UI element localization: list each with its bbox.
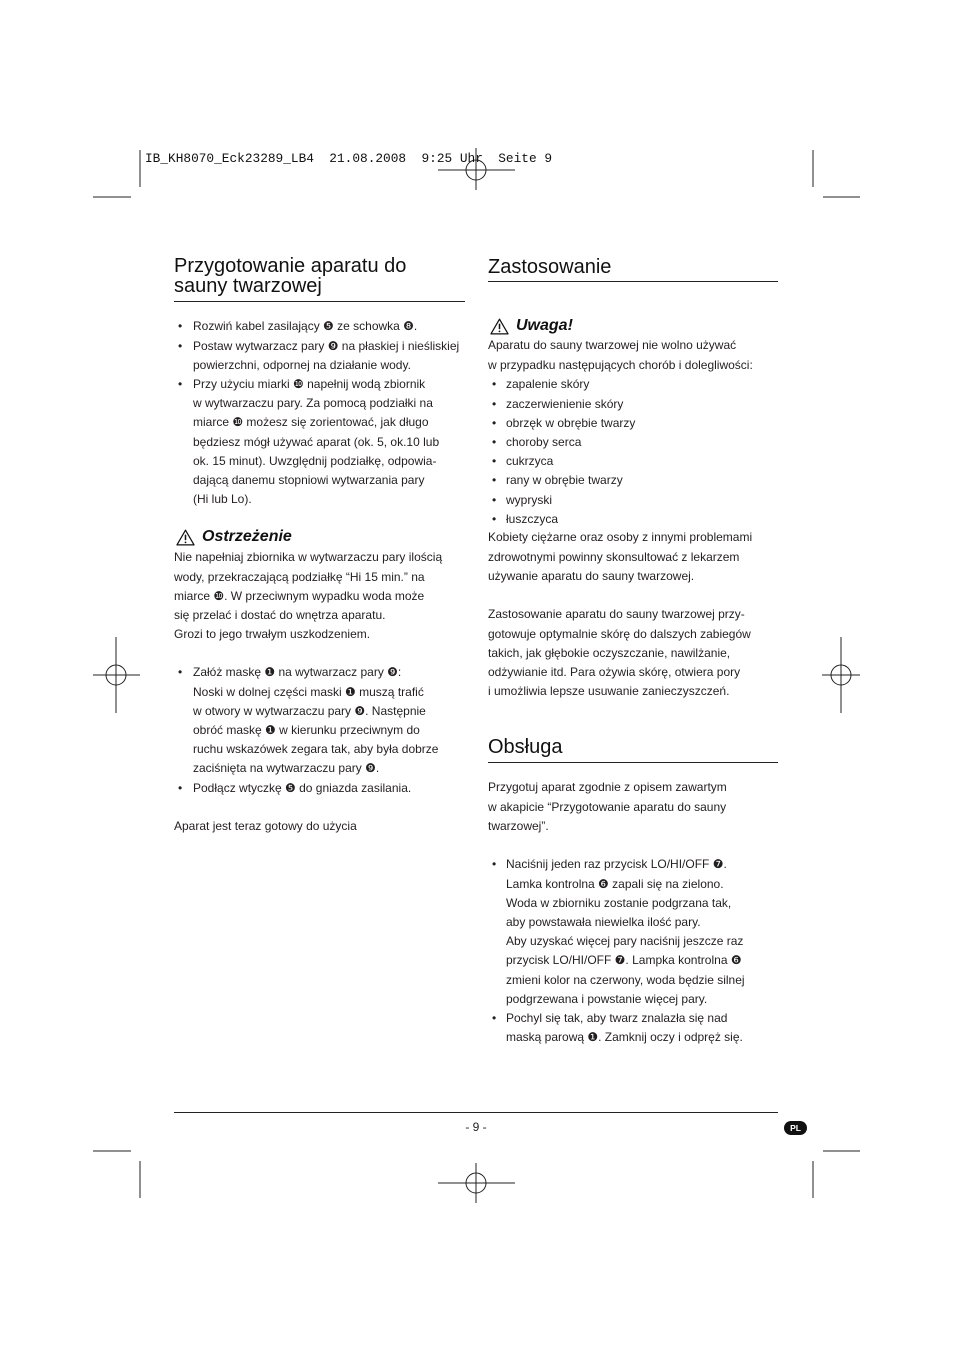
bullet-icon: • (178, 780, 183, 795)
page-number: - 9 - (465, 1120, 487, 1134)
list-item-line: w wytwarzaczu pary. Za pomocą podziałki na (193, 396, 433, 411)
bullet-icon: • (492, 454, 497, 469)
list-item (488, 395, 635, 414)
list-item (174, 663, 438, 778)
list-item-line: (Hi lub Lo). (193, 492, 252, 507)
bullet-icon: • (178, 665, 183, 680)
list-item (488, 414, 635, 433)
bullet-icon: • (492, 857, 497, 872)
bullet-icon: • (492, 511, 497, 526)
list-item (488, 471, 635, 490)
list-item-line: choroby serca (506, 434, 582, 449)
conditions-list (488, 375, 635, 529)
text-line: się przelać i dostać do wnętrza aparatu. (174, 607, 386, 622)
crop-mark-top-left (93, 150, 140, 197)
text-line: Aparatu do sauny twarzowej nie wolno używać (488, 338, 737, 353)
registration-mark-right (822, 637, 860, 713)
crop-mark-bottom-right (813, 1151, 860, 1198)
list-item-line: łuszczyca (506, 511, 559, 526)
list-item-line: Rozwiń kabel zasilający ❺ ze schowka ❽. (193, 319, 418, 334)
operation-steps-list (488, 855, 745, 1047)
bullet-icon: • (492, 396, 497, 411)
section-heading-operation: Obsługa (488, 736, 563, 758)
list-item (174, 317, 459, 336)
list-item-line: ok. 15 minut). Uwzględnij podziałkę, odpowia- (193, 453, 437, 468)
list-item-line: Pochyl się tak, aby twarz znalazła się nad (506, 1010, 728, 1025)
list-item-line: Noski w dolnej części maski ❶ muszą trafić (193, 684, 424, 699)
warning-triangle-icon (490, 318, 509, 335)
warning-heading (176, 527, 292, 547)
caution-heading (490, 316, 573, 336)
list-item-line: w otwory w wytwarzaczu pary ❾. Następnie (193, 703, 426, 718)
text-line: takich, jak głębokie oczyszczanie, nawilżanie, (488, 645, 731, 660)
bullet-icon: • (178, 319, 183, 334)
list-item-line: zaczerwienienie skóry (506, 396, 624, 411)
list-item-line: zaciśnięta na wytwarzaczu pary ❾. (193, 761, 380, 776)
text-line: odżywianie itd. Para ożywia skórę, otwiera pory (488, 664, 741, 679)
list-item-line: Przy użyciu miarki ❿ napełnij wodą zbiornik (193, 376, 426, 391)
registration-mark-left (93, 637, 140, 713)
list-item-line: obróć maskę ❶ w kierunku przeciwnym do (193, 722, 420, 737)
list-item (174, 337, 459, 375)
list-item-line: przycisk LO/HI/OFF ❼. Lampka kontrolna ❻ (506, 953, 742, 968)
list-item-line: Podłącz wtyczkę ❺ do gniazda zasilania. (193, 780, 412, 795)
list-item-line: maską parową ❶. Zamknij oczy i odpręż się. (506, 1030, 743, 1045)
warning-triangle-icon (176, 529, 195, 546)
list-item-line: Aby uzyskać więcej pary naciśnij jeszcze raz (506, 934, 744, 949)
list-item-line: zapalenie skóry (506, 377, 590, 392)
bullet-icon: • (492, 434, 497, 449)
bullet-icon: • (492, 377, 497, 392)
bullet-icon: • (492, 473, 497, 488)
list-item-line: wypryski (506, 492, 553, 507)
list-item (488, 433, 635, 452)
list-item (488, 855, 745, 1009)
text-line: twarzowej”. (488, 818, 549, 833)
list-item-line: powierzchni, odpornej na działanie wody. (193, 357, 411, 372)
pregnancy-note (488, 528, 752, 586)
list-item (174, 375, 459, 509)
heading-line: sauny twarzowej (174, 274, 322, 297)
list-item (174, 779, 438, 798)
text-line: i umożliwia lepsze usuwanie zanieczyszczeń. (488, 684, 730, 699)
operation-intro (488, 778, 727, 836)
list-item (488, 491, 635, 510)
list-item-line: aby powstawała niewielka ilość pary. (506, 914, 701, 929)
text-line: używanie aparatu do sauny twarzowej. (488, 568, 695, 583)
bullet-icon: • (492, 415, 497, 430)
list-item-line: obrzęk w obrębie twarzy (506, 415, 636, 430)
bullet-icon: • (492, 1010, 497, 1025)
list-item-line: miarce ❿ możesz się zorientować, jak długo (193, 415, 429, 430)
ready-note: Aparat jest teraz gotowy do użycia (174, 819, 357, 834)
crop-mark-bottom-left (93, 1151, 140, 1198)
list-item-line: rany w obrębie twarzy (506, 473, 623, 488)
list-item-line: Woda w zbiorniku zostanie podgrzana tak, (506, 895, 732, 910)
text-line: Grozi to jego trwałym uszkodzeniem. (174, 627, 371, 642)
heading-rule (174, 301, 465, 302)
list-item-line: podgrzewana i powstanie więcej pary. (506, 991, 708, 1006)
heading-rule (488, 281, 778, 282)
list-item (488, 375, 635, 394)
list-item-line: Postaw wytwarzacz pary ❾ na płaskiej i nieśliskiej (193, 338, 460, 353)
section-heading-usage: Zastosowanie (488, 255, 612, 278)
caution-title: Uwaga! (516, 317, 573, 334)
text-line: miarce ❿. W przeciwnym wypadku woda może (174, 588, 425, 603)
list-item (488, 452, 635, 471)
bullet-icon: • (492, 492, 497, 507)
list-item-line: dającą danemu stopniowi wytwarzania pary (193, 472, 425, 487)
section-heading-preparation (174, 257, 406, 296)
text-line: zdrowotnymi powinny skonsultować z lekarzem (488, 549, 740, 564)
list-item-line: zmieni kolor na czerwony, woda będzie silnej (506, 972, 745, 987)
text-line: wody, przekraczającą podziałkę “Hi 15 min.” na (174, 569, 425, 584)
text-line: Nie napełniaj zbiornika w wytwarzaczu pary ilością (174, 550, 443, 565)
print-slug: IB_KH8070_Eck23289_LB4 21.08.2008 9:25 Uhr Seite 9 (145, 151, 553, 166)
text-line: gotowuje optymalnie skórę do dalszych zabiegów (488, 626, 751, 641)
list-item-line: będziesz mógł używać aparat (ok. 5, ok.10 lub (193, 434, 440, 449)
list-item-line: Lamka kontrolna ❻ zapali się na zielono. (506, 876, 724, 891)
mask-steps-list (174, 663, 438, 797)
list-item (488, 510, 635, 529)
list-item-line: cukrzyca (506, 454, 554, 469)
language-badge: PL (784, 1121, 807, 1135)
warning-title: Ostrzeżenie (202, 528, 292, 545)
text-line: Zastosowanie aparatu do sauny twarzowej przy- (488, 607, 745, 622)
text-line: Przygotuj aparat zgodnie z opisem zawartym (488, 780, 727, 795)
caution-intro (488, 336, 753, 374)
list-item (488, 1009, 745, 1047)
text-line: Kobiety ciężarne oraz osoby z innymi problemami (488, 530, 753, 545)
benefits-paragraph (488, 605, 751, 701)
heading-line: Przygotowanie aparatu do (174, 255, 407, 277)
preparation-steps-list (174, 317, 459, 509)
warning-text (174, 548, 442, 644)
list-item-line: Załóż maskę ❶ na wytwarzacz pary ❾: (193, 665, 402, 680)
text-line: w przypadku następujących chorób i dolegliwości: (488, 357, 753, 372)
list-item-line: ruchu wskazówek zegara tak, aby była dobrze (193, 742, 439, 757)
heading-rule (488, 762, 778, 763)
bullet-icon: • (178, 376, 183, 391)
registration-mark-bottom (438, 1163, 515, 1203)
footer-rule (174, 1112, 778, 1113)
bullet-icon: • (178, 338, 183, 353)
text-line: w akapicie “Przygotowanie aparatu do sauny (488, 799, 727, 814)
crop-mark-top-right (813, 150, 860, 197)
list-item-line: Naciśnij jeden raz przycisk LO/HI/OFF ❼. (506, 857, 727, 872)
